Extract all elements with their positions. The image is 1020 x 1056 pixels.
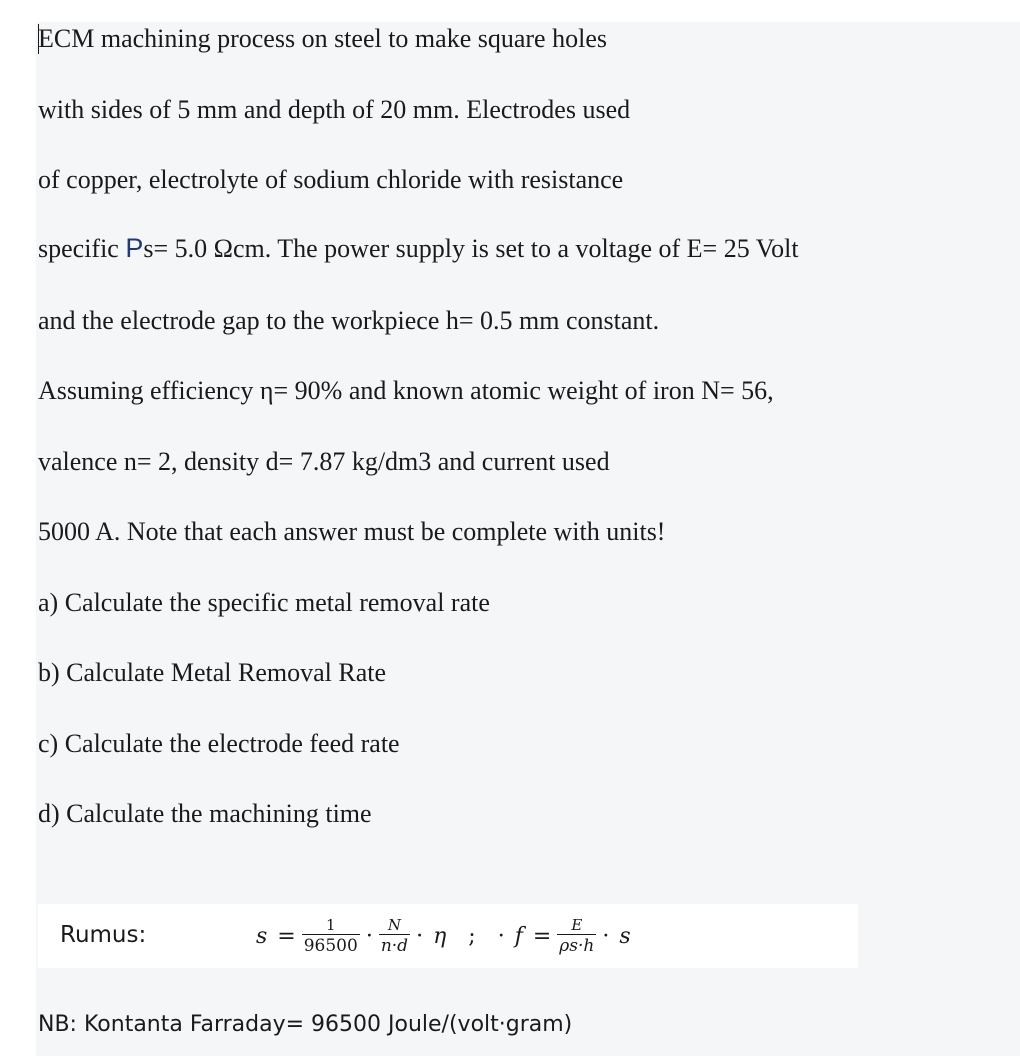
problem-line-4-post: s= 5.0 Ωcm. The power supply is set to a voltage of E= 25 Volt — [143, 234, 799, 263]
fraction-atomic-numerator: N — [387, 916, 402, 934]
formula-dot-4: · — [602, 923, 610, 949]
problem-line-5: and the electrode gap to the workpiece h= 0.5 mm constant. — [38, 306, 660, 335]
formula-s: s — [256, 923, 268, 949]
fraction-atomic — [379, 916, 410, 956]
formula-dot-2: · — [416, 923, 424, 949]
faraday-note: NB: Kontanta Farraday= 96500 Joule/(volt·gram) — [38, 1012, 573, 1037]
formula-dot-3: · — [497, 923, 505, 949]
problem-line-4 — [38, 231, 799, 266]
fraction-voltage-numerator: E — [571, 916, 583, 934]
resistivity-symbol: P — [125, 233, 144, 263]
formula-f: f — [514, 923, 523, 949]
problem-line-1: ECM machining process on steel to make square holes — [38, 24, 607, 53]
formula-box — [38, 904, 858, 968]
fraction-atomic-denominator: n·d — [380, 936, 409, 956]
formula-separator: ; — [468, 923, 476, 949]
question-c: c) Calculate the electrode feed rate — [38, 729, 400, 758]
problem-line-7: valence n= 2, density d= 7.87 kg/dm3 and current used — [38, 447, 610, 476]
fraction-voltage-denominator: ρs·h — [559, 936, 595, 956]
fraction-faraday-numerator: 1 — [326, 916, 336, 934]
problem-line-3: of copper, electrolyte of sodium chloride with resistance — [38, 165, 624, 194]
problem-line-2: with sides of 5 mm and depth of 20 mm. Electrodes used — [38, 95, 631, 124]
question-a: a) Calculate the specific metal removal rate — [38, 588, 490, 617]
formula-label: Rumus: — [60, 922, 147, 948]
formula-dot-1: · — [365, 923, 373, 949]
fraction-faraday — [302, 916, 360, 956]
formula-eta: η — [433, 923, 447, 949]
formula-s-2: s — [619, 923, 631, 949]
question-d: d) Calculate the machining time — [38, 799, 372, 828]
problem-line-6: Assuming efficiency η= 90% and known atomic weight of iron N= 56, — [38, 376, 774, 405]
problem-line-4-pre: specific — [38, 234, 126, 263]
problem-line-8: 5000 A. Note that each answer must be complete with units! — [38, 517, 666, 546]
question-b: b) Calculate Metal Removal Rate — [38, 658, 386, 687]
formula-equals-1: = — [277, 923, 296, 949]
formula-equals-2: = — [532, 923, 552, 949]
formula-expression — [256, 904, 631, 968]
fraction-voltage — [557, 916, 596, 956]
fraction-faraday-denominator: 96500 — [303, 936, 358, 956]
